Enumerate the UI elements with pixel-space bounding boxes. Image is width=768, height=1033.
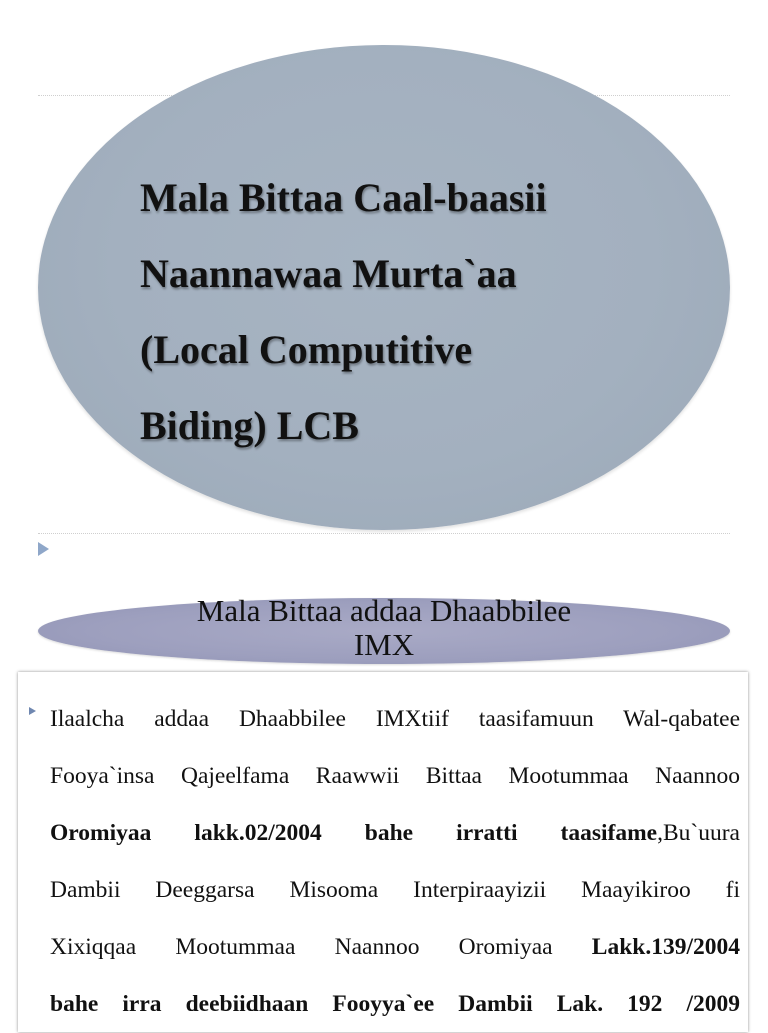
subtitle (38, 594, 730, 662)
body-line-3 (50, 805, 740, 862)
body-line-5-bold: Lakk.139/2004 (591, 934, 740, 960)
body-line-1: Ilaalcha addaa Dhaabbilee IMXtiif taasifamuun Wal-qabatee (50, 706, 740, 732)
body-line-5 (50, 919, 740, 976)
triangle-bullet-icon (38, 542, 49, 556)
body-line-5-start: Xixiqqaa Mootummaa Naannoo Oromiyaa (50, 934, 592, 960)
paragraph-bullet-icon (29, 707, 36, 715)
subtitle-line-1: Mala Bittaa addaa Dhaabbilee (196, 593, 572, 628)
body-line-6-bold: bahe irra deebiidhaan Fooyya`ee Dambii Lak. 192 /2009 (50, 991, 740, 1017)
body-paragraph (50, 691, 740, 1033)
title-line-3: (Local Computitive (140, 327, 473, 372)
page-title (140, 160, 660, 464)
title-line-1: Mala Bittaa Caal-baasii (140, 175, 547, 220)
body-line-4: Dambii Deeggarsa Misooma Interpiraayizii Maayikiroo fi (50, 877, 740, 903)
body-line-3-bold: Oromiyaa lakk.02/2004 bahe irratti taasifame (50, 820, 658, 846)
body-line-6 (50, 976, 740, 1033)
title-line-4: Biding) LCB (140, 403, 359, 448)
body-line-2: Fooya`insa Qajeelfama Raawwii Bittaa Mootummaa Naannoo (50, 763, 740, 789)
title-line-2: Naannawaa Murta`aa (140, 251, 517, 296)
subtitle-line-2: IMX (353, 627, 415, 662)
middle-divider (38, 533, 730, 534)
body-line-3-rest: ,Bu`uura (657, 820, 740, 846)
